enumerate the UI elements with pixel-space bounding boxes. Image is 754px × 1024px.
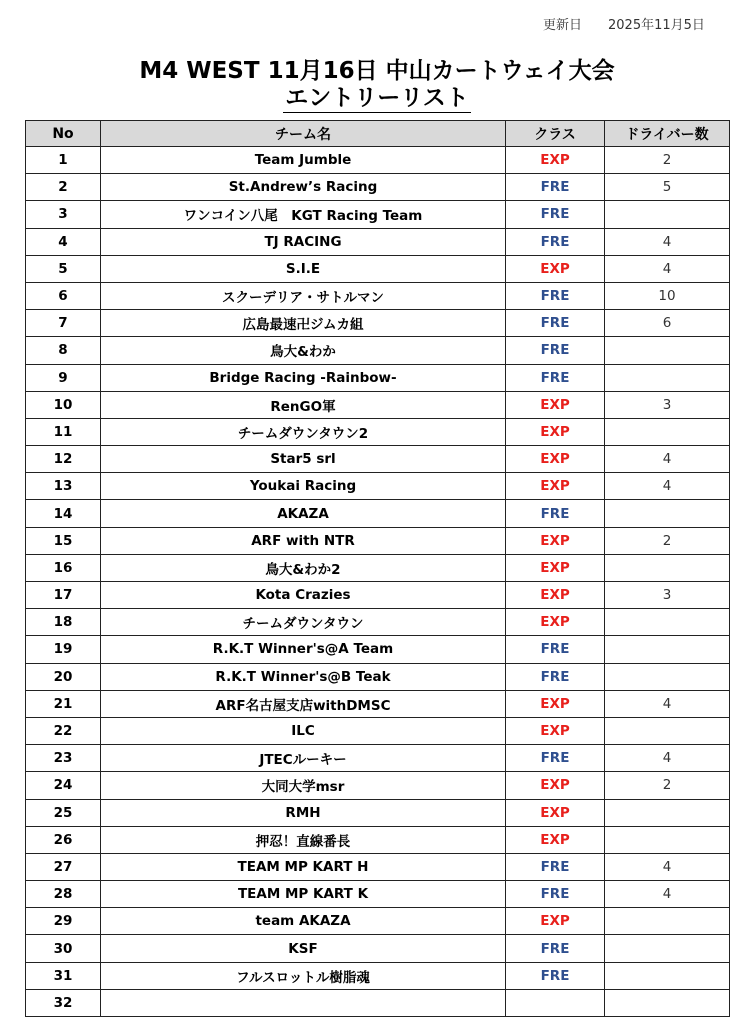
row-number: 8: [26, 337, 101, 364]
team-name: チームダウンタウン2: [101, 418, 506, 445]
driver-count: [605, 364, 730, 391]
driver-count: 4: [605, 473, 730, 500]
driver-count: [605, 500, 730, 527]
team-name: 押忍！直線番長: [101, 826, 506, 853]
table-row: [26, 174, 730, 201]
driver-count: 2: [605, 147, 730, 174]
class-badge: EXP: [506, 717, 605, 744]
team-name: R.K.T Winner's@A Team: [101, 636, 506, 663]
subtitle-text: エントリーリスト: [285, 85, 469, 111]
team-name: Team Jumble: [101, 147, 506, 174]
team-name: 鳥大&わか: [101, 337, 506, 364]
team-name: 広島最速卍ジムカ組: [101, 310, 506, 337]
row-number: 17: [26, 582, 101, 609]
class-badge: EXP: [506, 690, 605, 717]
class-badge: EXP: [506, 473, 605, 500]
team-name: RenGO軍: [101, 391, 506, 418]
class-badge: FRE: [506, 500, 605, 527]
table-row: [26, 364, 730, 391]
driver-count: [605, 989, 730, 1016]
row-number: 12: [26, 446, 101, 473]
driver-count: 5: [605, 174, 730, 201]
row-number: 14: [26, 500, 101, 527]
table-row: [26, 609, 730, 636]
class-badge: FRE: [506, 663, 605, 690]
table-header-row: [26, 121, 730, 147]
class-badge: EXP: [506, 147, 605, 174]
table-row: [26, 473, 730, 500]
team-name: team AKAZA: [101, 908, 506, 935]
class-badge: FRE: [506, 853, 605, 880]
page-subtitle: [0, 79, 754, 112]
team-name: TJ RACING: [101, 228, 506, 255]
class-badge: EXP: [506, 772, 605, 799]
class-badge: EXP: [506, 609, 605, 636]
row-number: 20: [26, 663, 101, 690]
team-name: [101, 989, 506, 1016]
team-name: チームダウンタウン: [101, 609, 506, 636]
driver-count: 6: [605, 310, 730, 337]
team-name: KSF: [101, 935, 506, 962]
class-badge: FRE: [506, 935, 605, 962]
team-name: ARF名古屋支店withDMSC: [101, 690, 506, 717]
driver-count: [605, 663, 730, 690]
row-number: 19: [26, 636, 101, 663]
driver-count: [605, 826, 730, 853]
driver-count: [605, 636, 730, 663]
table-row: [26, 962, 730, 989]
row-number: 10: [26, 391, 101, 418]
driver-count: 4: [605, 881, 730, 908]
row-number: 22: [26, 717, 101, 744]
class-badge: FRE: [506, 745, 605, 772]
table-row: [26, 881, 730, 908]
team-name: フルスロットル樹脂魂: [101, 962, 506, 989]
row-number: 4: [26, 228, 101, 255]
table-row: [26, 391, 730, 418]
class-badge: EXP: [506, 554, 605, 581]
driver-count: [605, 554, 730, 581]
team-name: R.K.T Winner's@B Teak: [101, 663, 506, 690]
table-row: [26, 446, 730, 473]
updated-date: 2025年11月5日: [608, 18, 705, 33]
row-number: 5: [26, 255, 101, 282]
driver-count: 4: [605, 853, 730, 880]
class-badge: EXP: [506, 826, 605, 853]
driver-count: 4: [605, 255, 730, 282]
class-badge: [506, 989, 605, 1016]
team-name: Bridge Racing -Rainbow-: [101, 364, 506, 391]
class-badge: FRE: [506, 174, 605, 201]
team-name: St.Andrew’s Racing: [101, 174, 506, 201]
table-row: [26, 663, 730, 690]
class-badge: FRE: [506, 201, 605, 228]
column-header-drivers: ドライバー数: [605, 121, 730, 147]
team-name: Star5 srl: [101, 446, 506, 473]
team-name: TEAM MP KART H: [101, 853, 506, 880]
table-row: [26, 527, 730, 554]
team-name: S.I.E: [101, 255, 506, 282]
row-number: 2: [26, 174, 101, 201]
row-number: 16: [26, 554, 101, 581]
class-badge: FRE: [506, 364, 605, 391]
driver-count: [605, 337, 730, 364]
table-row: [26, 745, 730, 772]
driver-count: 4: [605, 446, 730, 473]
row-number: 31: [26, 962, 101, 989]
class-badge: EXP: [506, 582, 605, 609]
row-number: 9: [26, 364, 101, 391]
driver-count: [605, 201, 730, 228]
row-number: 15: [26, 527, 101, 554]
row-number: 6: [26, 282, 101, 309]
table-row: [26, 582, 730, 609]
class-badge: FRE: [506, 337, 605, 364]
column-header-class: クラス: [506, 121, 605, 147]
row-number: 1: [26, 147, 101, 174]
column-header-team: チーム名: [101, 121, 506, 147]
table-row: [26, 310, 730, 337]
table-row: [26, 337, 730, 364]
class-badge: FRE: [506, 282, 605, 309]
column-header-no: No: [26, 121, 101, 147]
table-row: [26, 908, 730, 935]
table-row: [26, 147, 730, 174]
row-number: 24: [26, 772, 101, 799]
team-name: 大同大学msr: [101, 772, 506, 799]
team-name: AKAZA: [101, 500, 506, 527]
driver-count: [605, 609, 730, 636]
driver-count: 4: [605, 690, 730, 717]
entry-table-body: [26, 147, 730, 1017]
entry-table: [25, 120, 730, 1017]
class-badge: EXP: [506, 418, 605, 445]
row-number: 29: [26, 908, 101, 935]
team-name: Kota Crazies: [101, 582, 506, 609]
team-name: スクーデリア・サトルマン: [101, 282, 506, 309]
row-number: 11: [26, 418, 101, 445]
class-badge: EXP: [506, 527, 605, 554]
row-number: 25: [26, 799, 101, 826]
team-name: RMH: [101, 799, 506, 826]
table-row: [26, 554, 730, 581]
class-badge: FRE: [506, 636, 605, 663]
table-row: [26, 717, 730, 744]
team-name: ARF with NTR: [101, 527, 506, 554]
class-badge: FRE: [506, 962, 605, 989]
table-row: [26, 826, 730, 853]
row-number: 18: [26, 609, 101, 636]
class-badge: FRE: [506, 881, 605, 908]
driver-count: 2: [605, 527, 730, 554]
row-number: 3: [26, 201, 101, 228]
class-badge: EXP: [506, 446, 605, 473]
driver-count: [605, 799, 730, 826]
row-number: 26: [26, 826, 101, 853]
table-row: [26, 989, 730, 1016]
driver-count: [605, 717, 730, 744]
driver-count: 2: [605, 772, 730, 799]
team-name: ワンコイン八尾 KGT Racing Team: [101, 201, 506, 228]
table-row: [26, 255, 730, 282]
row-number: 32: [26, 989, 101, 1016]
table-row: [26, 282, 730, 309]
team-name: JTECルーキー: [101, 745, 506, 772]
row-number: 13: [26, 473, 101, 500]
team-name: TEAM MP KART K: [101, 881, 506, 908]
driver-count: 3: [605, 582, 730, 609]
driver-count: [605, 935, 730, 962]
row-number: 28: [26, 881, 101, 908]
table-row: [26, 853, 730, 880]
driver-count: [605, 962, 730, 989]
class-badge: EXP: [506, 391, 605, 418]
row-number: 21: [26, 690, 101, 717]
table-row: [26, 772, 730, 799]
row-number: 23: [26, 745, 101, 772]
table-row: [26, 636, 730, 663]
table-row: [26, 500, 730, 527]
driver-count: 10: [605, 282, 730, 309]
class-badge: EXP: [506, 799, 605, 826]
class-badge: FRE: [506, 228, 605, 255]
updated-label: 更新日: [543, 18, 583, 33]
class-badge: EXP: [506, 908, 605, 935]
driver-count: 4: [605, 228, 730, 255]
driver-count: [605, 418, 730, 445]
class-badge: FRE: [506, 310, 605, 337]
updated-info: [543, 14, 705, 33]
table-row: [26, 418, 730, 445]
class-badge: EXP: [506, 255, 605, 282]
driver-count: [605, 908, 730, 935]
row-number: 27: [26, 853, 101, 880]
table-row: [26, 201, 730, 228]
team-name: ILC: [101, 717, 506, 744]
team-name: Youkai Racing: [101, 473, 506, 500]
row-number: 7: [26, 310, 101, 337]
team-name: 鳥大&わか2: [101, 554, 506, 581]
table-row: [26, 228, 730, 255]
table-row: [26, 935, 730, 962]
row-number: 30: [26, 935, 101, 962]
table-row: [26, 799, 730, 826]
page-title: M4 WEST 11月16日 中山カートウェイ大会: [139, 58, 615, 84]
driver-count: 4: [605, 745, 730, 772]
table-row: [26, 690, 730, 717]
driver-count: 3: [605, 391, 730, 418]
